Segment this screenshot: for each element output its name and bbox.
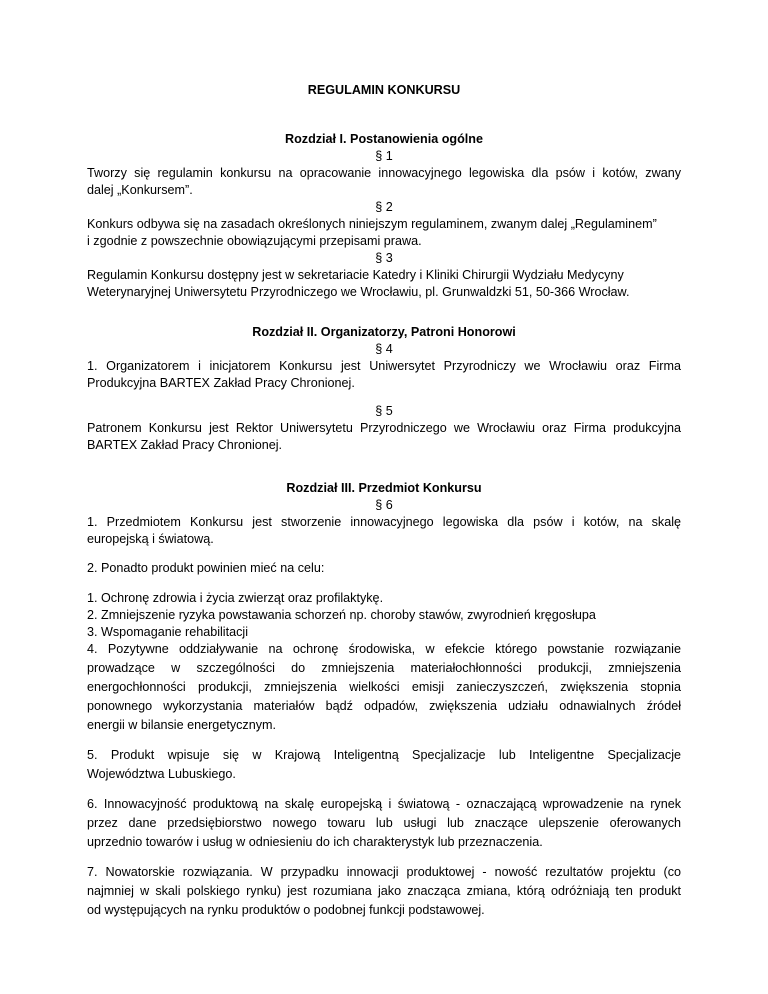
paragraph-line: europejską i światową. [87, 532, 214, 546]
list-item: 1. Ochronę zdrowia i życia zwierząt oraz profilaktykę. [87, 591, 384, 605]
paragraph-line: Patronem Konkursu jest Rektor Uniwersytetu Przyrodniczego we Wrocławiu oraz Firma produkcyjna [87, 421, 681, 435]
chapter-1-heading: Rozdział I. Postanowienia ogólne [284, 132, 484, 146]
paragraph-line: BARTEX Zakład Pracy Chronionej. [87, 438, 283, 452]
paragraph-line: 4. Pozytywne oddziaływanie na ochronę środowiska, w efekcie którego powstanie rozwiązanie [87, 642, 681, 656]
paragraph-line: uprzednio towarów i usług w odniesieniu do ich charakterystyk lub przeznaczenia. [87, 835, 543, 849]
paragraph-line: Województwa Lubuskiego. [87, 767, 236, 781]
paragraph-line: najmniej w skali polskiego rynku) jest rozumiana jako znacząca zmiana, którą odróżniają ten produkt [87, 884, 681, 898]
paragraph-line: Weterynaryjnej Uniwersytetu Przyrodniczego we Wrocławiu, pl. Grunwaldzki 51, 50-366 Wrocław. [87, 285, 630, 299]
paragraph-line: ponownego wykorzystania materiałów bądź odpadów, zwiększenia udziału odnawialnych źródeł [87, 699, 681, 713]
paragraph-line: 1. Przedmiotem Konkursu jest stworzenie innowacyjnego legowiska dla psów i kotów, na skalę [87, 515, 681, 529]
paragraph-line: 1. Organizatorem i inicjatorem Konkursu jest Uniwersytet Przyrodniczy we Wrocławiu oraz Firma [87, 359, 681, 373]
paragraph-line: Tworzy się regulamin konkursu na opracowanie innowacyjnego legowiska dla psów i kotów, zwany [87, 166, 681, 180]
paragraph-line: 2. Ponadto produkt powinien mieć na celu: [87, 561, 325, 575]
section-6-mark: § 6 [375, 498, 393, 512]
section-1-mark: § 1 [375, 149, 393, 163]
paragraph-line: 6. Innowacyjność produktową na skalę europejską i światową - oznaczającą wprowadzenie na rynek [87, 797, 681, 811]
paragraph-line: dalej „Konkursem”. [87, 183, 193, 197]
paragraph-line: energii w bilansie energetycznym. [87, 718, 276, 732]
list-item: 3. Wspomaganie rehabilitacji [87, 625, 249, 639]
list-item: 2. Zmniejszenie ryzyka powstawania schorzeń np. choroby stawów, zwyrodnień kręgosłupa [87, 608, 596, 622]
section-5-mark: § 5 [375, 404, 393, 418]
section-4-mark: § 4 [375, 342, 393, 356]
paragraph-line: 7. Nowatorskie rozwiązania. W przypadku innowacji produktowej - nowość rezultatów projektu (co [87, 865, 681, 879]
paragraph-line: prowadzące w szczególności do zmniejszenia materiałochłonności produkcji, zmniejszenia [87, 661, 681, 675]
section-3-mark: § 3 [375, 251, 393, 265]
paragraph-line: energochłonności produkcji, zmniejszenia wielkości emisji zanieczyszczeń, zwiększenia stopnia [87, 680, 681, 694]
document-title: REGULAMIN KONKURSU [307, 83, 461, 97]
paragraph-line: 5. Produkt wpisuje się w Krajową Inteligentną Specjalizacje lub Inteligentne Specjalizacje [87, 748, 681, 762]
chapter-3-heading: Rozdział III. Przedmiot Konkursu [286, 481, 482, 495]
paragraph-line: i zgodnie z powszechnie obowiązującymi przepisami prawa. [87, 234, 422, 248]
paragraph-line: Produkcyjna BARTEX Zakład Pracy Chronionej. [87, 376, 355, 390]
paragraph-line: przez dane przedsiębiorstwo nowego towaru lub usługi lub znaczące ulepszenie oferowanych [87, 816, 681, 830]
chapter-2-heading: Rozdział II. Organizatorzy, Patroni Honorowi [252, 325, 516, 339]
section-2-mark: § 2 [375, 200, 393, 214]
paragraph-line: Regulamin Konkursu dostępny jest w sekretariacie Katedry i Kliniki Chirurgii Wydziału Medycyny [87, 268, 624, 282]
paragraph-line: Konkurs odbywa się na zasadach określonych niniejszym regulaminem, zwanym dalej „Regulaminem” [87, 217, 657, 231]
paragraph-line: od występujących na rynku produktów o podobnej funkcji podstawowej. [87, 903, 485, 917]
